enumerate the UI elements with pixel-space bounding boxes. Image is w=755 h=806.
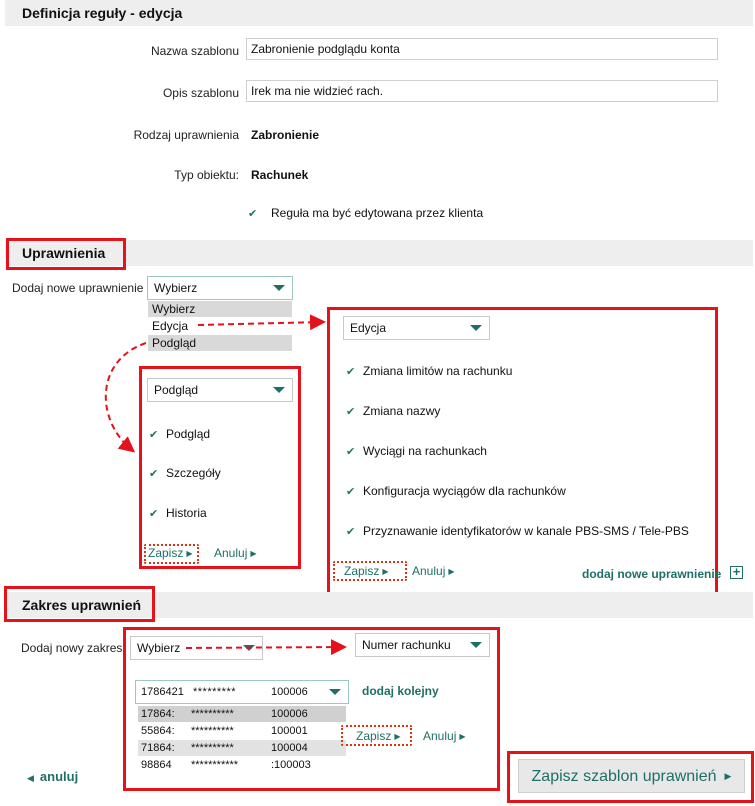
permission-select[interactable]: Wybierz	[147, 276, 293, 300]
object-type-value: Rachunek	[251, 168, 309, 182]
checkmark-icon: ✔	[149, 429, 159, 441]
checkmark-icon: ✔	[149, 468, 159, 480]
preview-save-button[interactable]: Zapisz ▶	[148, 546, 193, 560]
edit-item-rename[interactable]: ✔ Zmiana nazwy	[346, 404, 441, 418]
permission-type-value: Zabronienie	[251, 128, 320, 142]
client-editable-checkbox[interactable]: ✔ Reguła ma być edytowana przez klienta	[248, 206, 484, 220]
checkmark-icon: ✔	[248, 208, 258, 220]
account-option[interactable]: 55864: ********** 100001	[141, 725, 308, 737]
scope-select[interactable]: Wybierz	[130, 636, 263, 660]
preview-select[interactable]: Podgląd	[147, 378, 293, 402]
checkmark-icon: ✔	[346, 406, 356, 418]
account-input[interactable]: 1786421 ********* 100006	[135, 680, 349, 704]
plus-icon[interactable]: +	[730, 566, 743, 579]
arrow-right-icon: ▶	[382, 567, 389, 576]
option-wybierz[interactable]: Wybierz	[148, 301, 292, 317]
checkmark-icon: ✔	[346, 486, 356, 498]
arrow-left-icon: ◀	[27, 773, 34, 783]
edit-item-identifiers[interactable]: ✔ Przyznawanie identyfikatorów w kanale PBS-SMS / Tele-PBS	[346, 524, 689, 538]
edit-item-statements[interactable]: ✔ Wyciągi na rachunkach	[346, 444, 487, 458]
preview-cancel-button[interactable]: Anuluj ▶	[214, 546, 257, 560]
permission-type-label: Rodzaj uprawnienia	[133, 128, 239, 142]
arrow-right-icon: ▶	[448, 567, 455, 576]
permissions-title: Uprawnienia	[22, 245, 106, 261]
object-type-label: Typ obiektu:	[174, 168, 239, 182]
edit-save-button[interactable]: Zapisz ▶	[344, 564, 389, 578]
save-template-button[interactable]: Zapisz szablon uprawnień ▶	[518, 759, 745, 793]
arrow-right-icon: ▶	[394, 732, 401, 741]
edit-item-limits[interactable]: ✔ Zmiana limitów na rachunku	[346, 364, 513, 378]
back-cancel-link[interactable]: ◀ anuluj	[27, 769, 79, 784]
option-podglad[interactable]: Podgląd	[148, 335, 292, 351]
scope-save-button[interactable]: Zapisz ▶	[356, 729, 401, 743]
checkmark-icon: ✔	[149, 508, 159, 520]
scope-cancel-button[interactable]: Anuluj ▶	[423, 729, 466, 743]
checkmark-icon: ✔	[346, 526, 356, 538]
account-option[interactable]: 17864: ********** 100006	[138, 706, 346, 722]
account-option[interactable]: 98864 *********** :100003	[141, 759, 311, 771]
arrow-right-icon: ▶	[250, 549, 257, 558]
option-edycja[interactable]: Edycja	[152, 319, 189, 333]
add-permission-label: Dodaj nowe uprawnienie	[12, 281, 144, 295]
scope-title: Zakres uprawnień	[22, 597, 142, 613]
arrow-right-icon: ▶	[186, 549, 193, 558]
arrow-podglad-to-preview-panel	[106, 343, 146, 450]
template-desc-label: Opis szablonu	[162, 86, 239, 100]
arrow-scope-to-account-panel	[186, 647, 343, 648]
definition-title: Definicja reguły - edycja	[22, 5, 183, 21]
preview-item-historia[interactable]: ✔ Historia	[149, 506, 207, 520]
account-number-select[interactable]: Numer rachunku	[355, 633, 490, 657]
template-name-input[interactable]: Zabronienie podglądu konta	[246, 38, 718, 60]
preview-item-szczegoly[interactable]: ✔ Szczegóły	[149, 466, 221, 480]
edit-select[interactable]: Edycja	[343, 316, 490, 340]
checkmark-icon: ✔	[346, 366, 356, 378]
edit-cancel-button[interactable]: Anuluj ▶	[412, 564, 455, 578]
add-new-permission-link[interactable]: dodaj nowe uprawnienie	[582, 567, 722, 581]
add-scope-label: Dodaj nowy zakres	[21, 641, 123, 655]
account-option[interactable]: 71864: ********** 100004	[138, 740, 346, 756]
arrow-right-icon: ▶	[724, 771, 732, 781]
arrow-edycja-to-edit-panel	[198, 322, 322, 325]
template-name-label: Nazwa szablonu	[150, 44, 239, 58]
template-desc-input[interactable]: Irek ma nie widzieć rach.	[246, 80, 718, 102]
edit-item-statement-config[interactable]: ✔ Konfiguracja wyciągów dla rachunków	[346, 484, 566, 498]
checkmark-icon: ✔	[346, 446, 356, 458]
arrow-right-icon: ▶	[459, 732, 466, 741]
preview-item-podglad[interactable]: ✔ Podgląd	[149, 427, 211, 441]
add-another-link[interactable]: dodaj kolejny	[362, 684, 439, 698]
